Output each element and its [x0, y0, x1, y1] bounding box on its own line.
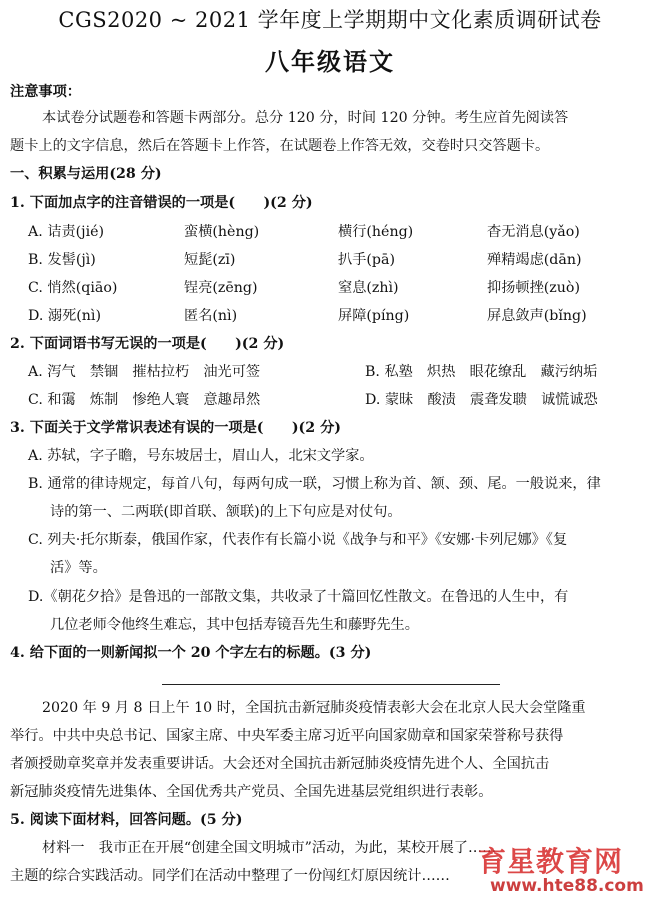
section-1-heading: 一、积累与运用(28 分) [10, 166, 162, 182]
exam-title: CGS2020 ~ 2021 学年度上学期期中文化素质调研试卷 [58, 8, 602, 32]
site-watermark [470, 840, 660, 898]
q1-option-b-word-4: 殚精竭虑(dān) [487, 252, 582, 268]
q1-option-b-word-2: 短髭(zī) [184, 252, 236, 268]
q4-news-line-2: 举行。中共中央总书记、国家主席、中央军委主席习近平向国家勋章和国家荣誉称号获得 [10, 728, 564, 744]
q1-option-d: D. 溺死(nì) [28, 308, 102, 324]
q4-stem: 4. 给下面的一则新闻拟一个 20 个字左右的标题。(3 分) [10, 645, 372, 661]
q4-news-line-4: 新冠肺炎疫情先进集体、全国优秀共产党员、全国先进基层党组织进行表彰。 [10, 784, 493, 800]
q4-news-line-1: 2020 年 9 月 8 日上午 10 时，全国抗击新冠肺炎疫情表彰大会在北京人民大会堂隆重 [42, 700, 586, 716]
q3-option-d-line-2: 几位老师令他终生难忘，其中包括寿镜吾先生和藤野先生。 [50, 617, 419, 633]
notice-line-2: 题卡上的文字信息，然后在答题卡上作答，在试题卷上作答无效，交卷时只交答题卡。 [10, 138, 550, 154]
q5-material-line-2: 主题的综合实践活动。同学们在活动中整理了一份闯红灯原因统计…… [10, 868, 450, 884]
notice-line-1: 本试卷分试题卷和答题卡两部分。总分 120 分，时间 120 分钟。考生应首先阅读答 [42, 110, 569, 126]
q4-news-line-3: 者颁授勋章奖章并发表重要讲话。大会还对全国抗击新冠肺炎疫情先进个人、全国抗击 [10, 756, 550, 772]
q1-option-c-word-2: 锃亮(zēng) [184, 280, 258, 296]
q1-option-a: A. 诘责(jié) [28, 224, 105, 240]
q1-option-d-word-3: 屏障(píng) [338, 308, 410, 324]
q1-option-a-word-4: 杳无消息(yǎo) [487, 224, 580, 240]
q4-answer-line [162, 684, 500, 685]
q1-option-c-word-4: 抑扬顿挫(zuò) [487, 280, 580, 296]
q1-option-d-word-4: 屏息敛声(bǐng) [487, 308, 587, 324]
q1-option-b-word-3: 扒手(pā) [338, 252, 395, 268]
q3-stem: 3. 下面关于文学常识表述有误的一项是( )(2 分) [10, 420, 341, 436]
notice-heading: 注意事项： [10, 84, 81, 100]
q2-option-c: C. 和霭 炼制 惨绝人寰 意趣昂然 [28, 392, 261, 408]
q1-stem: 1. 下面加点字的注音错误的一项是( )(2 分) [10, 195, 313, 211]
q1-option-c: C. 悄然(qiāo) [28, 280, 118, 296]
q2-option-a: A. 泻气 禁锢 摧枯拉朽 油光可签 [28, 364, 261, 380]
q3-option-b-line-1: B. 通常的律诗规定，每首八句，每两句成一联，习惯上称为首、颔、颈、尾。一般说来，律 [28, 476, 601, 492]
q1-option-b: B. 发髻(jì) [28, 252, 96, 268]
q2-option-d: D. 蒙昧 酸渍 震聋发聩 诚慌诚恐 [365, 392, 598, 408]
q2-stem: 2. 下面词语书写无误的一项是( )(2 分) [10, 336, 285, 352]
q3-option-a: A. 苏轼，字子瞻，号东坡居士，眉山人，北宋文学家。 [28, 448, 374, 464]
subject-title: 八年级语文 [265, 47, 395, 76]
q1-option-a-word-2: 蛮横(hèng) [184, 224, 260, 240]
watermark-title: 育星教育网 [478, 845, 624, 878]
q2-option-b: B. 私塾 炽热 眼花缭乱 藏污纳垢 [365, 364, 598, 380]
watermark-url: www.hte88.com [490, 876, 644, 896]
q5-stem: 5. 阅读下面材料，回答问题。(5 分) [10, 812, 243, 828]
q3-option-d-line-1: D.《朝花夕拾》是鲁迅的一部散文集，共收录了十篇回忆性散文。在鲁迅的人生中，有 [28, 589, 569, 605]
q3-option-c-line-1: C. 列夫·托尔斯泰，俄国作家，代表作有长篇小说《战争与和平》《安娜·卡列尼娜》《复 [28, 532, 568, 548]
q3-option-c-line-2: 活》等。 [50, 560, 107, 576]
q1-option-d-word-2: 匿名(nì) [184, 308, 238, 324]
q3-option-b-line-2: 诗的第一、二两联(即首联、颔联)的上下句应是对仗句。 [50, 504, 402, 520]
q1-option-a-word-3: 横行(héng) [338, 224, 414, 240]
q5-material-line-1: 材料一 我市正在开展“创建全国文明城市”活动，为此，某校开展了…… [42, 840, 497, 856]
q1-option-c-word-3: 窒息(zhì) [338, 280, 399, 296]
